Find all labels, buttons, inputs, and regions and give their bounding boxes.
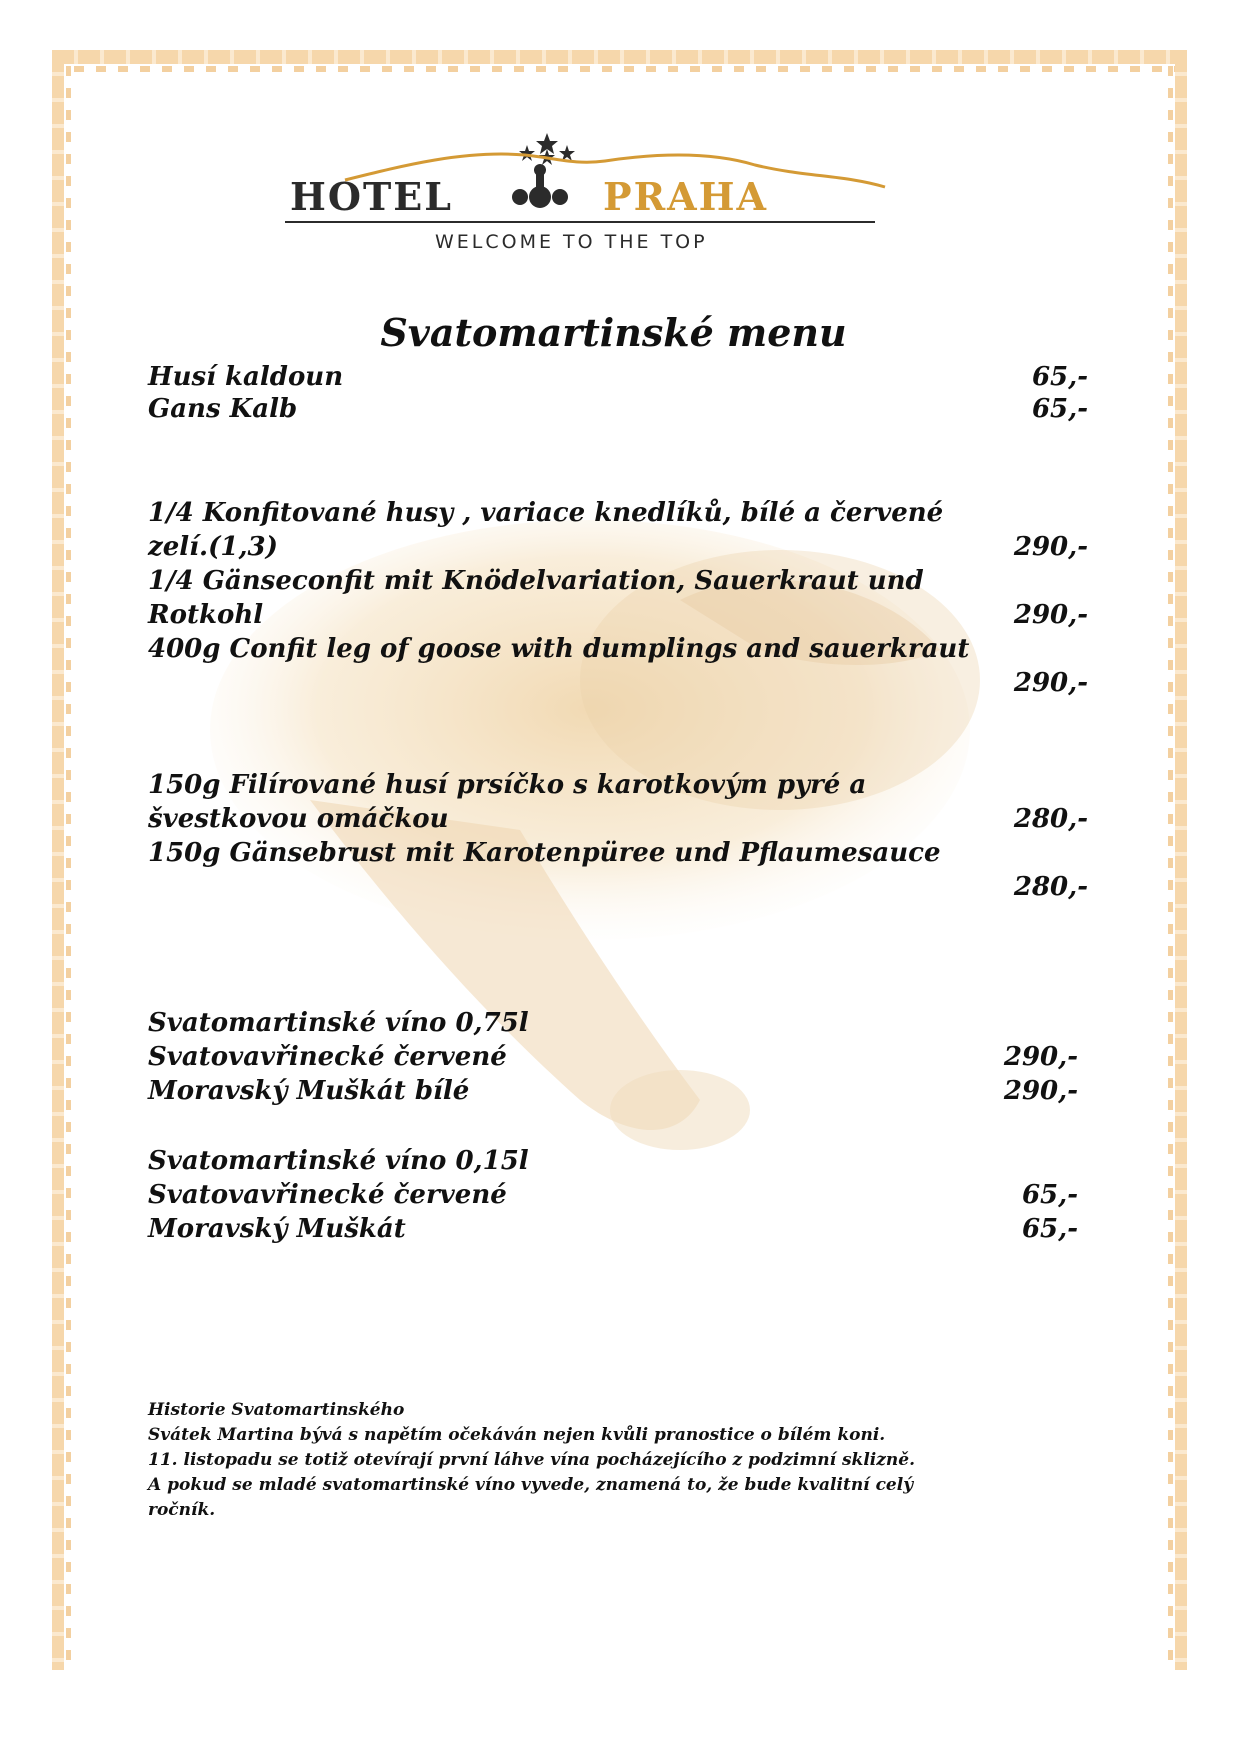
page-border-left-inner <box>66 66 71 1670</box>
history-line: ročník. <box>148 1500 216 1520</box>
item-price: 290,- <box>1013 532 1088 562</box>
page-border-top-inner <box>52 66 1187 72</box>
history-line: Svátek Martina bývá s napětím očekáván nejen kvůli pranostice o bílém koni. <box>148 1425 886 1445</box>
item-name: Moravský Muškát bílé <box>148 1076 470 1106</box>
item-name: Husí kaldoun <box>148 362 344 392</box>
hotel-praha-logo <box>285 125 935 260</box>
item-name: 1/4 Konfitované husy , variace knedlíků, bílé a červené <box>148 498 944 528</box>
item-price: 290,- <box>1013 668 1088 698</box>
item-price: 65,- <box>1031 362 1088 392</box>
item-name: Svatovavřinecké červené <box>148 1042 507 1072</box>
item-price: 65,- <box>1031 394 1088 424</box>
item-price: 290,- <box>1003 1042 1078 1072</box>
item-name: švestkovou omáčkou <box>148 804 449 834</box>
history-line: 11. listopadu se totiž otevírají první láhve vína pocházejícího z podzimní sklizně. <box>148 1450 915 1470</box>
item-price: 65,- <box>1021 1180 1078 1210</box>
item-price: 280,- <box>1013 804 1088 834</box>
item-name: 400g Confit leg of goose with dumplings and sauerkraut <box>148 634 970 664</box>
item-name: Svatovavřinecké červené <box>148 1180 507 1210</box>
history-line: A pokud se mladé svatomartinské víno vyvede, znamená to, že bude kvalitní celý <box>148 1475 914 1495</box>
item-price: 280,- <box>1013 872 1088 902</box>
item-price: 290,- <box>1003 1076 1078 1106</box>
item-price: 65,- <box>1021 1214 1078 1244</box>
page-border-top <box>52 50 1187 64</box>
item-name: Moravský Muškát <box>148 1214 406 1244</box>
logo-hotel-text: HOTEL <box>290 174 453 219</box>
item-name: Rotkohl <box>148 600 264 630</box>
item-name: 150g Filírované husí prsíčko s karotkovým pyré a <box>148 770 867 800</box>
history-heading: Historie Svatomartinského <box>148 1400 405 1420</box>
logo-praha-text: PRAHA <box>603 174 769 219</box>
menu-title: Svatomartinské menu <box>380 310 847 355</box>
logo-tagline: WELCOME TO THE TOP <box>435 231 708 253</box>
item-name: zelí.(1,3) <box>148 532 278 562</box>
page-border-right <box>1175 50 1187 1670</box>
item-name: 1/4 Gänseconfit mit Knödelvariation, Sauerkraut und <box>148 566 924 596</box>
item-name: Gans Kalb <box>148 394 298 424</box>
page-border-left <box>52 50 64 1670</box>
page-border-right-inner <box>1168 66 1173 1670</box>
item-name: 150g Gänsebrust mit Karotenpüree und Pflaumesauce <box>148 838 941 868</box>
ornament-icon <box>512 164 568 208</box>
item-price: 290,- <box>1013 600 1088 630</box>
